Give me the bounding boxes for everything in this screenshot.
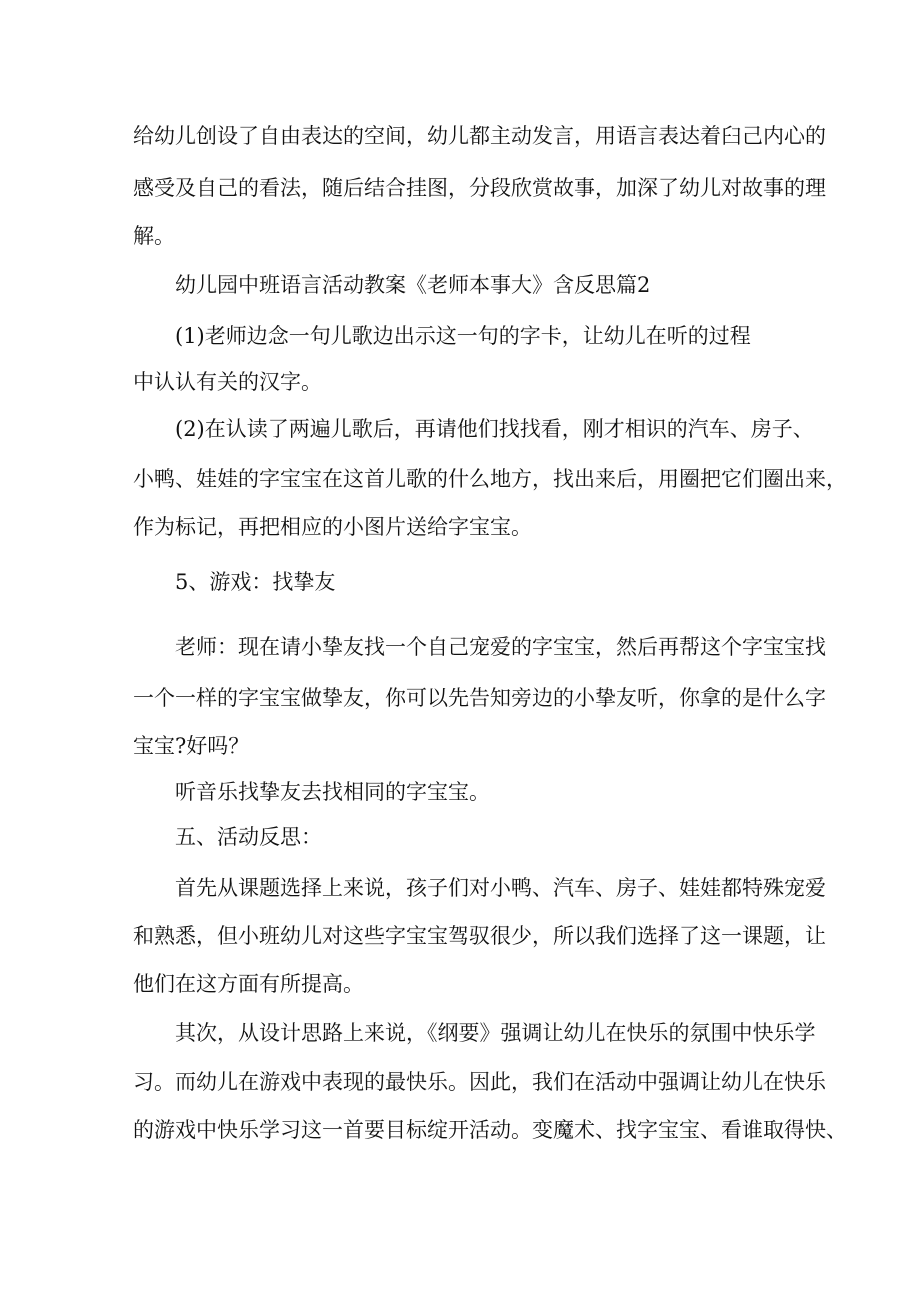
paragraph-line: 一个一样的字宝宝做挚友，你可以先告知旁边的小挚友听，你拿的是什么字 [133,686,826,710]
paragraph-line: 作为标记，再把相应的小图片送给字宝宝。 [133,515,532,539]
paragraph-line: 其次，从设计思路上来说，《纲要》强调让幼儿在快乐的氛围中快乐学 [175,1021,816,1045]
paragraph-line: 给幼儿创设了自由表达的空间，幼儿都主动发言，用语言表达着臼己内心的 [133,124,826,148]
paragraph-line: (2)在认读了两遍儿歌后，再请他们找找看，刚才相识的汽车、房子、 [175,417,814,441]
section-heading: 5、游戏：找挚友 [175,570,336,594]
paragraph-line: 老师：现在请小挚友找一个自己宠爱的字宝宝，然后再帮这个字宝宝找 [175,635,826,659]
paragraph-line: 感受及自己的看法，随后结合挂图，分段欣赏故事，加深了幼儿对故事的理 [133,176,826,200]
paragraph-line: 听音乐找挚友去找相同的字宝宝。 [175,780,490,804]
paragraph-line: 习。而幼儿在游戏中表现的最快乐。因此，我们在活动中强调让幼儿在快乐 [133,1070,826,1094]
paragraph-line: 小鸭、娃娃的字宝宝在这首儿歌的什么地方，找出来后，用圈把它们圈出来， [133,467,847,491]
paragraph-line: 他们在这方面有所提高。 [133,972,364,996]
section-heading: 五、活动反思： [175,825,322,849]
paragraph-line: 和熟悉，但小班幼儿对这些字宝宝驾驭很少，所以我们选择了这一课题，让 [133,924,826,948]
section-heading: 幼儿园中班语言活动教案《老师本事大》含反思篇2 [175,273,651,297]
paragraph-line: (1)老师边念一句儿歌边出示这一句的字卡，让幼儿在听的过程 [175,324,751,348]
paragraph-line: 首先从课题选择上来说，孩子们对小鸭、汽车、房子、娃娃都特殊宠爱 [175,876,826,900]
paragraph-line: 宝宝?好吗？ [133,734,250,758]
paragraph-line: 中认认有关的汉字。 [133,370,322,394]
paragraph-line: 解。 [133,224,175,248]
paragraph-line: 的游戏中快乐学习这一首要目标绽开活动。变魔术、找字宝宝、看谁取得快、 [133,1118,847,1142]
